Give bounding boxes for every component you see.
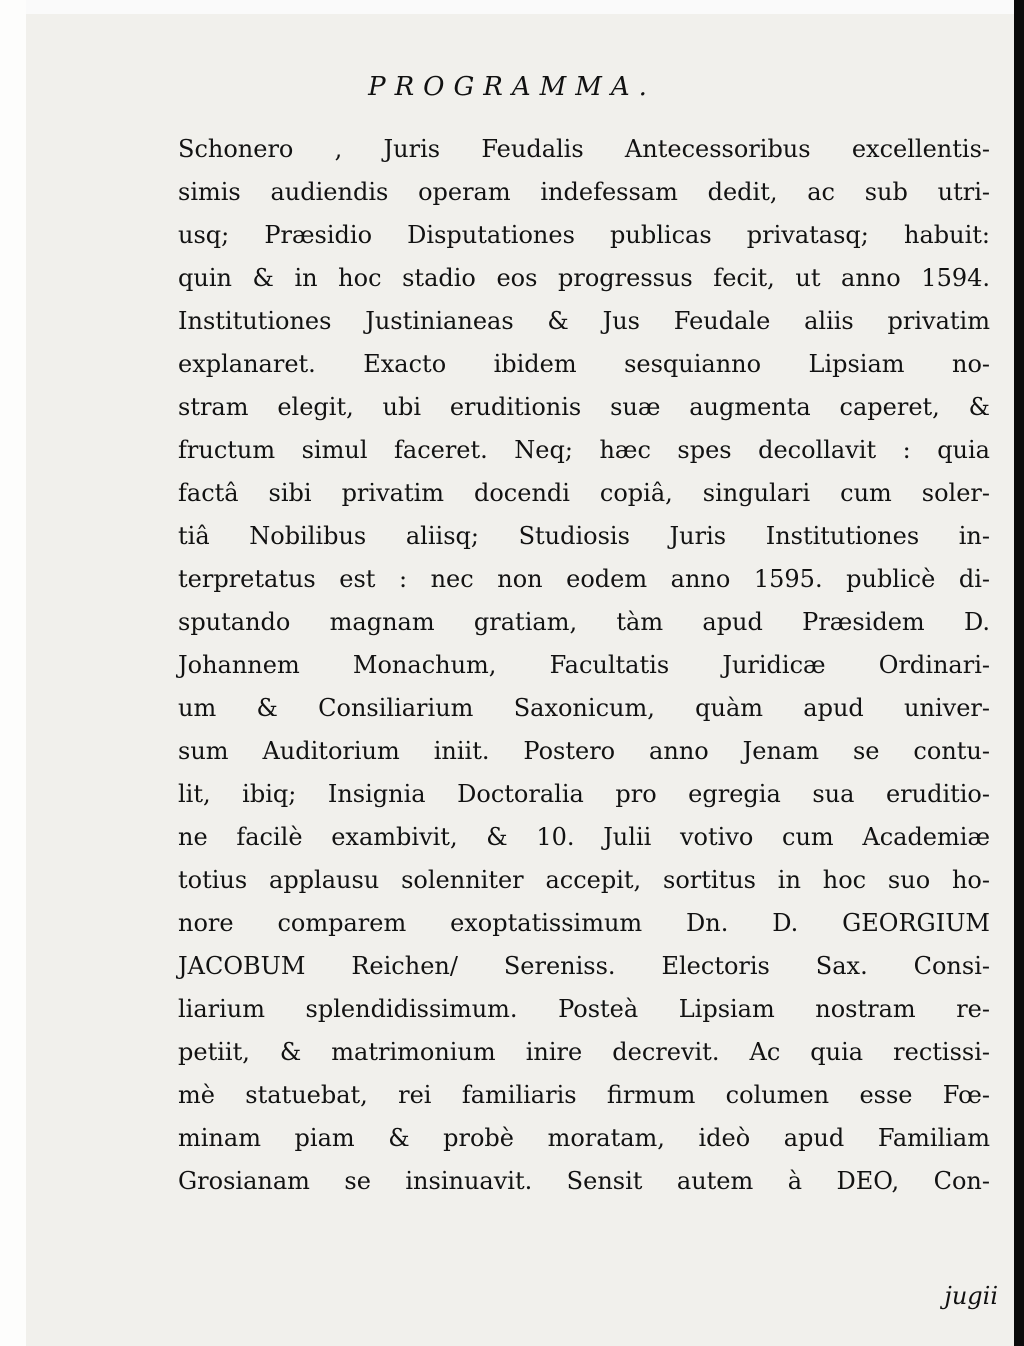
text-line: Schonero , Juris Feudalis Antecessoribus excellentis-	[178, 135, 990, 163]
text-line: quin & in hoc stadio eos progressus fecit, ut anno 1594.	[178, 264, 990, 292]
text-line: terpretatus est : nec non eodem anno 1595. publicè di-	[178, 565, 990, 593]
text-line: JACOBUM Reichen/ Sereniss. Electoris Sax. Consi-	[178, 952, 990, 980]
text-line: stram elegit, ubi eruditionis suæ augmenta caperet, &	[178, 393, 990, 421]
text-line: petiit, & matrimonium inire decrevit. Ac quia rectissi-	[178, 1038, 990, 1066]
text-line: minam piam & probè moratam, ideò apud Familiam	[178, 1124, 990, 1152]
scan-top-margin	[0, 0, 1024, 14]
text-line: explanaret. Exacto ibidem sesquianno Lipsiam no-	[178, 350, 990, 378]
scan-right-shadow	[1014, 0, 1024, 1346]
scan-left-margin	[0, 0, 26, 1346]
running-head: PROGRAMMA.	[368, 72, 656, 102]
text-line: factâ sibi privatim docendi copiâ, singulari cum soler-	[178, 479, 990, 507]
text-line: mè statuebat, rei familiaris firmum columen esse Fœ-	[178, 1081, 990, 1109]
text-line: liarium splendidissimum. Posteà Lipsiam nostram re-	[178, 995, 990, 1023]
text-line: Johannem Monachum, Facultatis Juridicæ Ordinari-	[178, 651, 990, 679]
text-line: sum Auditorium iniit. Postero anno Jenam se contu-	[178, 737, 990, 765]
text-line: sputando magnam gratiam, tàm apud Præsidem D.	[178, 608, 990, 636]
text-line: tiâ Nobilibus aliisq; Studiosis Juris Institutiones in-	[178, 522, 990, 550]
text-line: um & Consiliarium Saxonicum, quàm apud univer-	[178, 694, 990, 722]
text-line: simis audiendis operam indefessam dedit, ac sub utri-	[178, 178, 990, 206]
body-text	[178, 128, 990, 1203]
text-line: lit, ibiq; Insignia Doctoralia pro egregia sua eruditio-	[178, 780, 990, 808]
text-line: fructum simul faceret. Neq; hæc spes decollavit : quia	[178, 436, 990, 464]
text-line: totius applausu solenniter accepit, sortitus in hoc suo ho-	[178, 866, 990, 894]
text-line: nore comparem exoptatissimum Dn. D. GEORGIUM	[178, 909, 990, 937]
catchword: jugii	[944, 1282, 998, 1310]
text-line: usq; Præsidio Disputationes publicas privatasq; habuit:	[178, 221, 990, 249]
text-line: Institutiones Justinianeas & Jus Feudale aliis privatim	[178, 307, 990, 335]
text-line: Grosianam se insinuavit. Sensit autem à DEO, Con-	[178, 1167, 990, 1195]
text-line: ne facilè exambivit, & 10. Julii votivo cum Academiæ	[178, 823, 990, 851]
